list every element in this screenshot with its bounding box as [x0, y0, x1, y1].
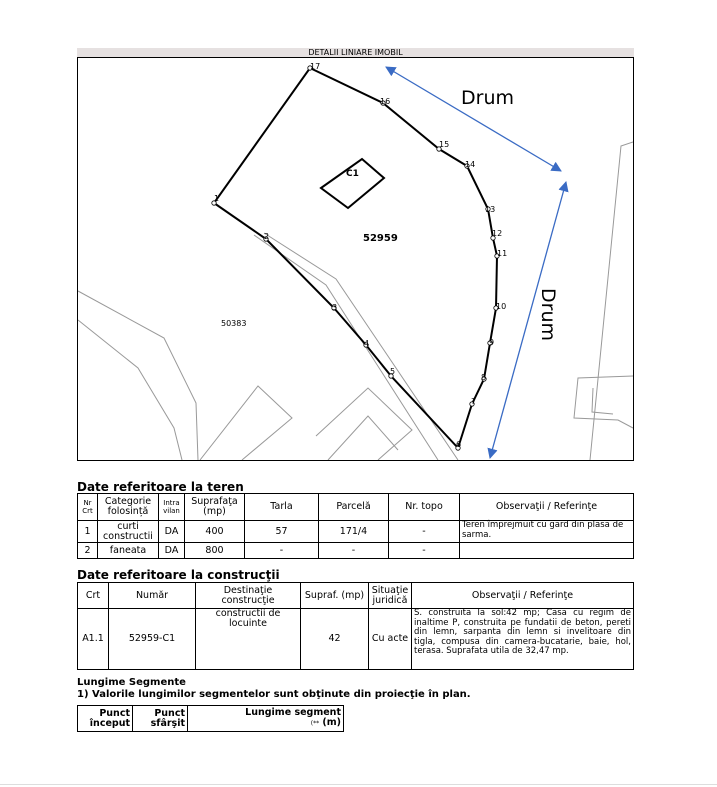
- cell-intravilan: DA: [159, 543, 185, 559]
- cell-observatii: [460, 543, 634, 559]
- page-divider: [0, 784, 717, 785]
- table-row: [78, 521, 634, 543]
- col-numar: Număr: [109, 583, 196, 609]
- segments-note: 1) Valorile lungimilor segmentelor sunt obţinute din proiecţie în plan.: [77, 689, 471, 700]
- cell-nr: 1: [78, 521, 98, 543]
- table-row: [78, 609, 634, 670]
- cell-nr: 2: [78, 543, 98, 559]
- segments-title: Lungime Segmente: [77, 677, 186, 688]
- point-label: 1: [214, 194, 220, 203]
- col-punct-inceput: Punct început: [78, 706, 133, 732]
- col-tarla: Tarla: [245, 494, 319, 521]
- cell-crt: A1.1: [78, 609, 109, 670]
- cell-observatii: Teren împrejmuit cu gard din plasa de sarma.: [460, 521, 634, 543]
- cell-suprafata: 400: [185, 521, 245, 543]
- cell-supraf: 42: [301, 609, 369, 670]
- point-label: 3: [332, 303, 338, 312]
- point-label: 16: [380, 97, 391, 106]
- col-nr-topo: Nr. topo: [389, 494, 460, 521]
- cell-situatie: Cu acte: [369, 609, 412, 670]
- building-label: C1: [346, 169, 359, 179]
- map-header: DETALII LINIARE IMOBIL: [77, 48, 634, 57]
- point-label: 5: [390, 367, 396, 376]
- col-nr: Nr Crt: [78, 494, 98, 521]
- cell-tarla: -: [245, 543, 319, 559]
- road-arrow-1: [386, 67, 561, 171]
- cell-intravilan: DA: [159, 521, 185, 543]
- col-parcela: Parcelă: [319, 494, 389, 521]
- parcel-map-drawing: [78, 58, 633, 460]
- cell-suprafata: 800: [185, 543, 245, 559]
- construction-section-title: Date referitoare la construcţii: [77, 568, 280, 582]
- construction-table: [77, 582, 634, 670]
- col-crt: Crt: [78, 583, 109, 609]
- table-header-row: [78, 494, 634, 521]
- point-label: 13: [485, 205, 496, 214]
- point-label: 10: [496, 302, 507, 311]
- cell-nr-topo: -: [389, 521, 460, 543]
- point-label: 11: [497, 249, 508, 258]
- col-lungime-segment: Lungime segment (** (m): [188, 706, 344, 732]
- road-label: Drum: [537, 288, 559, 341]
- point-label: 8: [481, 373, 487, 382]
- col-suprafata: Suprafaţa (mp): [185, 494, 245, 521]
- cell-categorie: curti constructii: [98, 521, 159, 543]
- cell-nr-topo: -: [389, 543, 460, 559]
- col-situatie: Situaţie juridică: [369, 583, 412, 609]
- road-label: Drum: [461, 87, 514, 109]
- col-observatii: Observaţii / Referinţe: [460, 494, 634, 521]
- cell-tarla: 57: [245, 521, 319, 543]
- point-label: 4: [364, 339, 370, 348]
- cell-observatii: S. construita la sol:42 mp; Casa cu regim de inaltime P, construita pe fundatii de beton, pereti din lemn, sarpanta din lemn si invelitoare din tigla, compusa din camera-bucatarie, baie, hol, terasa. Suprafata utila de 32,47 mp.: [412, 609, 634, 670]
- point-label: 17: [310, 62, 321, 71]
- cell-categorie: faneata: [98, 543, 159, 559]
- col-punct-sfarsit: Punct sfârşit: [133, 706, 188, 732]
- cell-parcela: -: [319, 543, 389, 559]
- parcel-outline: [214, 68, 497, 448]
- table-row: [78, 543, 634, 559]
- point-label: 14: [465, 160, 476, 169]
- point-label: 2: [264, 232, 270, 241]
- neighbor-parcel-label: 50383: [221, 319, 247, 328]
- point-label: 6: [456, 440, 462, 449]
- col-supraf: Supraf. (mp): [301, 583, 369, 609]
- col-destinatie: Destinaţie construcţie: [196, 583, 301, 609]
- col-categorie: Categorie folosință: [98, 494, 159, 521]
- point-label: 9: [489, 338, 495, 347]
- cell-destinatie: constructii de locuinte: [196, 609, 301, 670]
- point-label: 15: [439, 140, 450, 149]
- land-section-title: Date referitoare la teren: [77, 480, 244, 494]
- building-c1: [321, 159, 384, 208]
- col-observatii: Observaţii / Referinţe: [412, 583, 634, 609]
- parcel-number-label: 52959: [363, 233, 398, 244]
- length-footnote-marker: (**: [310, 720, 320, 727]
- cell-numar: 52959-C1: [109, 609, 196, 670]
- vertex-markers: [212, 66, 499, 450]
- cell-parcela: 171/4: [319, 521, 389, 543]
- parcel-map: [77, 57, 634, 461]
- col-intravilan: Intra vilan: [159, 494, 185, 521]
- table-header-row: [78, 706, 344, 732]
- point-label: 7: [471, 397, 477, 406]
- segments-table: [77, 705, 344, 732]
- point-label: 12: [492, 229, 503, 238]
- land-table: [77, 493, 634, 559]
- table-header-row: [78, 583, 634, 609]
